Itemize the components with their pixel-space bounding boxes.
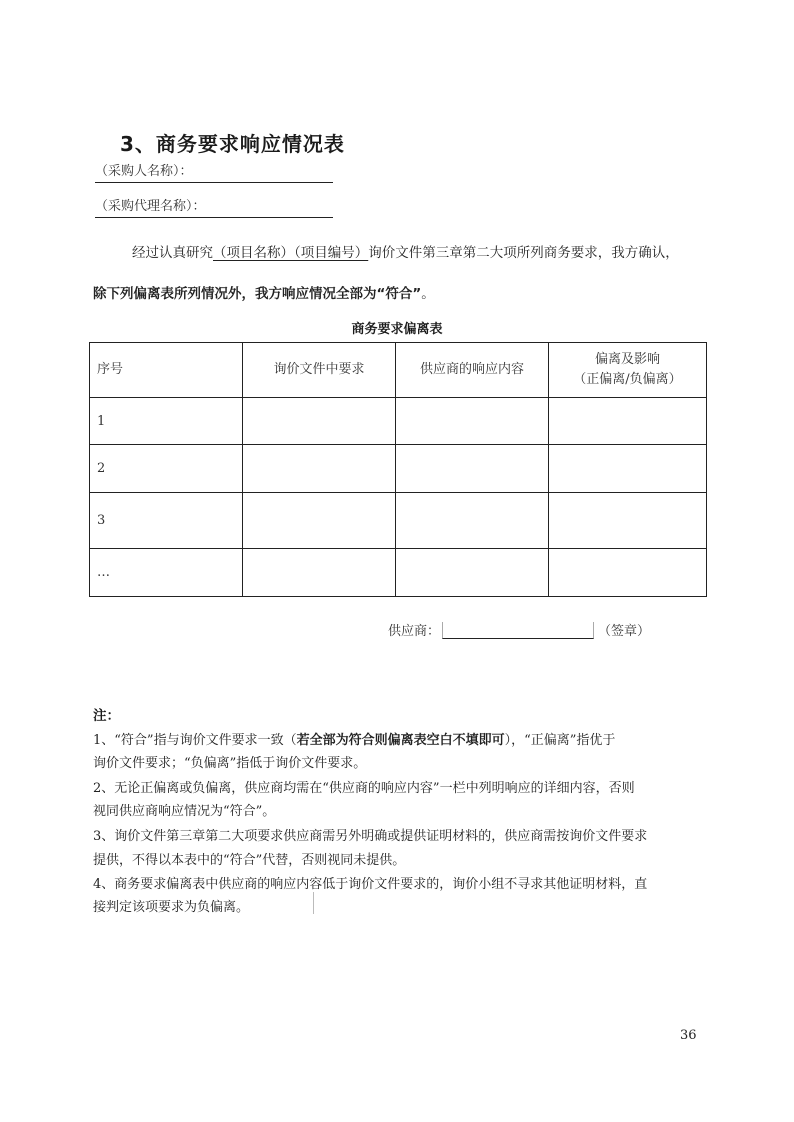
supplier-signature-field[interactable] [442,622,594,639]
cell-response[interactable] [396,493,549,549]
cell-response[interactable] [396,445,549,493]
note-4-line-2: 接判定该项要求为负偏离。 [93,900,250,915]
note-1-b: ），“正偏离”指优于 [504,733,616,748]
page-number: 36 [680,1028,697,1043]
note-3-line-1: 3、询价文件第三章第二大项要求供应商需另外明确或提供证明材料的，供应商需按询价文件要求 [93,829,648,844]
table-row [90,398,707,445]
header-deviation [549,343,707,398]
cell-requirement[interactable] [243,493,396,549]
note-3-line-2: 提供，不得以本表中的“符合”代替，否则视同未提供。 [93,853,406,868]
deviation-table [89,342,707,597]
note-1-a: 1、“符合”指与询价文件要求一致（ [93,733,297,748]
row-index: 2 [90,445,243,493]
note-1-line-1 [93,729,615,748]
project-placeholder[interactable]: （项目名称）（项目编号） [213,245,369,261]
table-caption: 商务要求偏离表 [351,322,443,337]
statement-rest: 询价文件第三章第二大项所列商务要求，我方确认， [368,245,679,261]
header-requirement: 询价文件中要求 [243,343,396,398]
agent-name-field[interactable]: （采购代理名称）： [95,198,333,218]
statement-line-1 [132,241,679,261]
cell-deviation[interactable] [549,445,707,493]
purchaser-name-field[interactable]: （采购人名称）： [95,163,333,183]
supplier-label: 供应商： [388,624,441,639]
cell-deviation[interactable] [549,549,707,597]
note-4-line-1: 4、商务要求偏离表中供应商的响应内容低于询价文件要求的，询价小组不寻求其他证明材料，直 [93,877,648,892]
cell-response[interactable] [396,398,549,445]
note-2-line-1: 2、无论正偏离或负偏离，供应商均需在“供应商的响应内容”一栏中列明响应的详细内容，否则 [93,781,635,796]
table-row [90,549,707,597]
note-1-bold: 若全部为符合则偏离表空白不填即可 [296,733,505,748]
header-deviation-line2: （正偏离/负偏离） [573,372,682,387]
table-row [90,493,707,549]
supplier-signature [388,620,650,639]
header-deviation-line1: 偏离及影响 [594,352,660,367]
cell-deviation[interactable] [549,398,707,445]
note-1-line-2: 询价文件要求；“负偏离”指低于询价文件要求。 [93,756,367,771]
page-title: 3、商务要求响应情况表 [120,132,345,156]
cell-requirement[interactable] [243,398,396,445]
statement-bold: 除下列偏离表所列情况外，我方响应情况全部为“符合” [93,286,422,302]
note-2-line-2: 视同供应商响应情况为“符合”。 [93,804,276,819]
cell-deviation[interactable] [549,493,707,549]
table-header-row [90,343,707,398]
row-index: 1 [90,398,243,445]
statement-lead: 经过认真研究 [132,245,213,261]
cell-requirement[interactable] [243,445,396,493]
row-index: … [90,549,243,597]
statement-end: 。 [421,286,435,302]
text-cursor-mark [313,892,314,914]
row-index: 3 [90,493,243,549]
seal-label: （签章） [598,624,651,639]
cell-response[interactable] [396,549,549,597]
header-response: 供应商的响应内容 [396,343,549,398]
cell-requirement[interactable] [243,549,396,597]
statement-line-2 [93,282,435,302]
notes-heading: 注： [93,708,120,724]
table-row [90,445,707,493]
header-index: 序号 [90,343,243,398]
